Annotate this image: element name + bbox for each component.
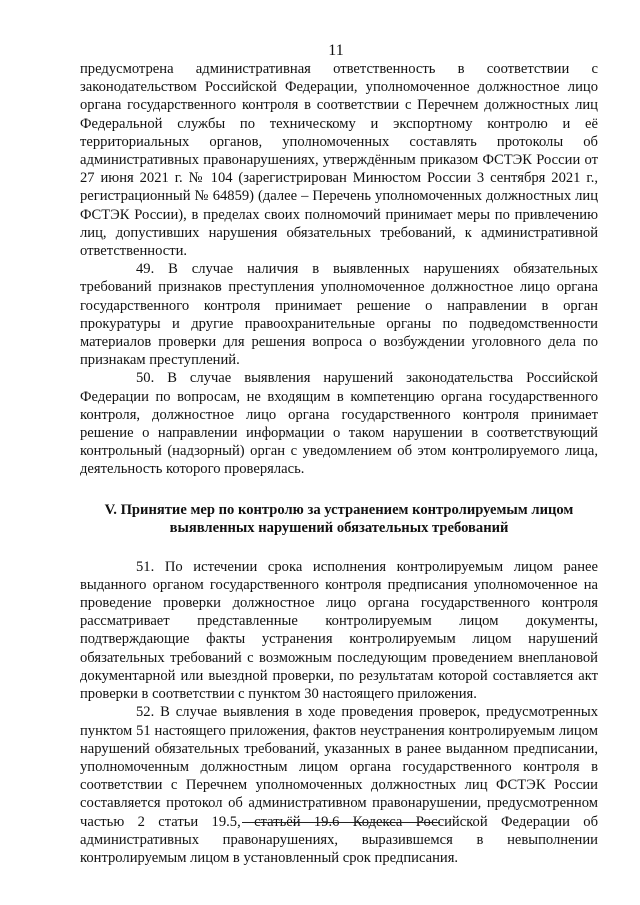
paragraph-51: 51. По истечении срока исполнения контролируемым лицом ранее выданного органом государственного контроля предписания уполномоченное на проведение проверки должностное лицо органа государственного контроля рассматривает представленные контролируемым лицом документы, подтверждающие факты устранения контролируемым лицом нарушений обязательных требований с возможным последующим проведением внеплановой документарной или выездной проверки, по результатам которой составляется акт проверки в соответствии с пунктом 30 настоящего приложения. <box>80 558 598 703</box>
section-heading: V. Принятие мер по контролю за устранением контролируемым лицом выявленных нарушений обязательных требований <box>104 501 574 537</box>
document-body <box>80 60 598 867</box>
paragraph-50: 50. В случае выявления нарушений законодательства Российской Федерации по вопросам, не входящим в компетенцию органа государственного контроля, должностное лицо органа государственного контроля принимает решение о направлении информации о таком нарушении в соответствующий контрольный (надзорный) орган с уведомлением об этом контролируемого лица, деятельность которого проверялась. <box>80 370 598 478</box>
page-number: 11 <box>328 42 344 59</box>
paragraph-48-continuation: предусмотрена административная ответственность в соответствии с законодательством Российской Федерации, уполномоченное должностное лицо органа государственного контроля в соответствии с Перечнем должностных лиц Федеральной службы по техническому и экспортному контролю и её территориальных органов, уполномоченных составлять протоколы об административных правонарушениях, утверждённым приказом ФСТЭК России от 27 июня 2021 г. № 104 (зарегистрирован Минюстом России 3 сентября 2021 г., регистрационный № 64859) (далее – Перечень уполномоченных должностных лиц ФСТЭК России), в пределах своих полномочий принимает меры по привлечению лиц, допустивших нарушения обязательных требований, к административной ответственности. <box>80 61 598 260</box>
paragraph-52: 52. В случае выявления в ходе проведения проверок, предусмотренных пунктом 51 настоящего приложения, фактов неустранения контролируемым лицом нарушений обязательных требований, указанных в ранее выданном предписании, уполномоченным должностным лицом органа государственного контроля в соответствии с Перечнем уполномоченных должностных лиц ФСТЭК России составляется протокол об административном правонарушении, предусмотренном частью 2 статьи 19.5, статьёй 19.6 Кодекса Российской Федерации об административных правонарушениях, выразившемся в невыполнении контролируемым лицом в установленный срок предписания. <box>80 704 598 866</box>
paragraph-49: 49. В случае наличия в выявленных нарушениях обязательных требований признаков преступления уполномоченное должностное лицо органа государственного контроля принимает решение о направлении в орган прокуратуры и другие правоохранительные органы по подведомственности материалов проверки для решения вопроса о возбуждении уголовного дела по признакам преступлений. <box>80 261 598 369</box>
footer-rule <box>242 822 440 823</box>
